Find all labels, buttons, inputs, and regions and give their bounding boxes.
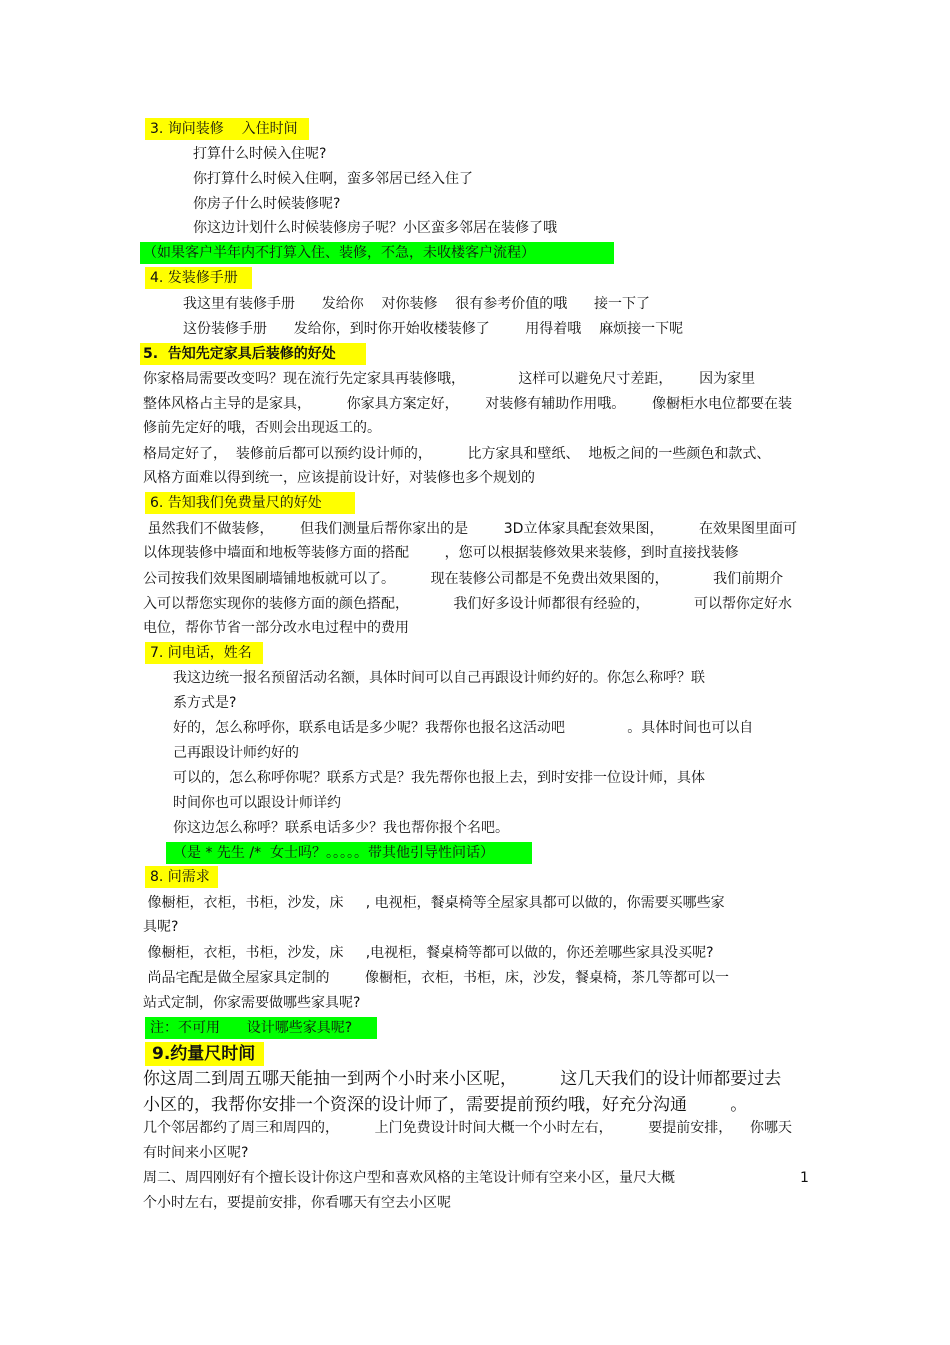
sec7-line: 你这边怎么称呼？联系电话多少？我也帮你报个名吧。: [173, 820, 509, 836]
sec4-line: 我这里有装修手册 发给你 对你装修 很有参考价值的哦 接一下了: [183, 296, 651, 312]
sec5-line: 格局定好了， 装修前后都可以预约设计师的， 比方家具和壁纸、 地板之间的一些颜色和款式、: [143, 446, 771, 462]
sec5-line: 修前先定好的哦，否则会出现返工的。: [143, 420, 381, 436]
sec4-heading: 4. 发装修手册: [150, 270, 238, 286]
sec9-line: 周二、周四刚好有个擅长设计你这户型和喜欢风格的主笔设计师有空来小区，量尺大概: [143, 1170, 675, 1186]
sec7-heading: 7. 问电话，姓名: [150, 645, 252, 661]
sec7-line: 系方式是?: [173, 695, 237, 711]
sec8-heading: 8. 问需求: [150, 869, 210, 885]
sec9-line: 有时间来小区呢?: [143, 1145, 249, 1161]
sec7-line: 可以的，怎么称呼你呢？联系方式是？我先帮你也报上去，到时安排一位设计师，具体: [173, 770, 705, 786]
sec9-line: 几个邻居都约了周三和周四的， 上门免费设计时间大概一个小时左右， 要提前安排， 你哪天: [143, 1120, 793, 1136]
sec8-note: 注：不可用 设计哪些家具呢?: [150, 1020, 353, 1036]
sec8-line: 尚品宅配是做全屋家具定制的 像橱柜，衣柜，书柜，床，沙发，餐桌椅，茶几等都可以一: [143, 970, 730, 986]
sec5-heading: 5. 告知先定家具后装修的好处: [143, 346, 336, 362]
sec6-heading: 6. 告知我们免费量尺的好处: [150, 495, 322, 511]
sec8-line: 具呢?: [143, 919, 179, 935]
sec8-line: 像橱柜，衣柜，书柜，沙发，床 , 电视柜，餐桌椅等全屋家具都可以做的，你需要买哪些家: [143, 895, 725, 911]
sec3-note: （如果客户半年内不打算入住、装修，不急，未收楼客户流程）: [143, 245, 535, 261]
sec6-line: 以体现装修中墙面和地板等装修方面的搭配 ，您可以根据装修效果来装修，到时直接找装修: [143, 545, 739, 561]
sec9-big-line: 你这周二到周五哪天能抽一到两个小时来小区呢， 这几天我们的设计师都要过去: [143, 1069, 782, 1089]
sec3-line: 你打算什么时候入住啊，蛮多邻居已经入住了: [193, 171, 473, 187]
sec9-line: 个小时左右，要提前安排，你看哪天有空去小区呢: [143, 1195, 451, 1211]
sec8-line: 站式定制，你家需要做哪些家具呢?: [143, 995, 361, 1011]
sec4-line: 这份装修手册 发给你，到时你开始收楼装修了 用得着哦 麻烦接一下呢: [183, 321, 684, 337]
sec6-line: 公司按我们效果图刷墙铺地板就可以了。 现在装修公司都是不免费出效果图的， 我们前期介: [143, 571, 784, 587]
sec5-line: 整体风格占主导的是家具， 你家具方案定好， 对装修有辅助作用哦。 像橱柜水电位都要在装: [143, 396, 793, 412]
sec9-big-line: 小区的，我帮你安排一个资深的设计师了，需要提前预约哦，好充分沟通 。: [143, 1095, 748, 1115]
sec6-line: 入可以帮您实现你的装修方面的颜色搭配， 我们好多设计师都很有经验的， 可以帮你定好水: [143, 596, 793, 612]
sec5-line: 风格方面难以得到统一，应该提前设计好，对装修也多个规划的: [143, 470, 535, 486]
sec3-line: 你房子什么时候装修呢?: [193, 196, 341, 212]
sec7-note: （是 * 先生 /* 女士吗？。。。。。带其他引导性问话）: [173, 845, 494, 861]
sec6-line: 虽然我们不做装修， 但我们测量后帮你家出的是 3D立体家具配套效果图， 在效果图里面可: [143, 521, 798, 537]
sec3-line: 打算什么时候入住呢?: [193, 146, 327, 162]
sec7-line: 己再跟设计师约好的: [173, 745, 299, 761]
sec7-line: 时间你也可以跟设计师详约: [173, 795, 341, 811]
sec5-line: 你家格局需要改变吗？现在流行先定家具再装修哦， 这样可以避免尺寸差距， 因为家里: [143, 371, 756, 387]
sec6-line: 电位，帮你节省一部分改水电过程中的费用: [143, 620, 409, 636]
sec9-heading: 9.约量尺时间: [152, 1044, 256, 1064]
sec3-heading: 3. 询问装修 入住时间: [150, 121, 298, 137]
sec7-line: 我这边统一报名预留活动名额，具体时间可以自己再跟设计师约好的。你怎么称呼？联: [173, 670, 705, 686]
sec9-aside: 1: [800, 1170, 809, 1186]
sec7-line: 好的，怎么称呼你，联系电话是多少呢？我帮你也报名这活动吧 。具体时间也可以自: [173, 720, 754, 736]
sec3-line: 你这边计划什么时候装修房子呢？小区蛮多邻居在装修了哦: [193, 220, 557, 236]
sec8-line: 像橱柜，衣柜，书柜，沙发，床 ,电视柜，餐桌椅等都可以做的，你还差哪些家具没买呢?: [143, 945, 714, 961]
